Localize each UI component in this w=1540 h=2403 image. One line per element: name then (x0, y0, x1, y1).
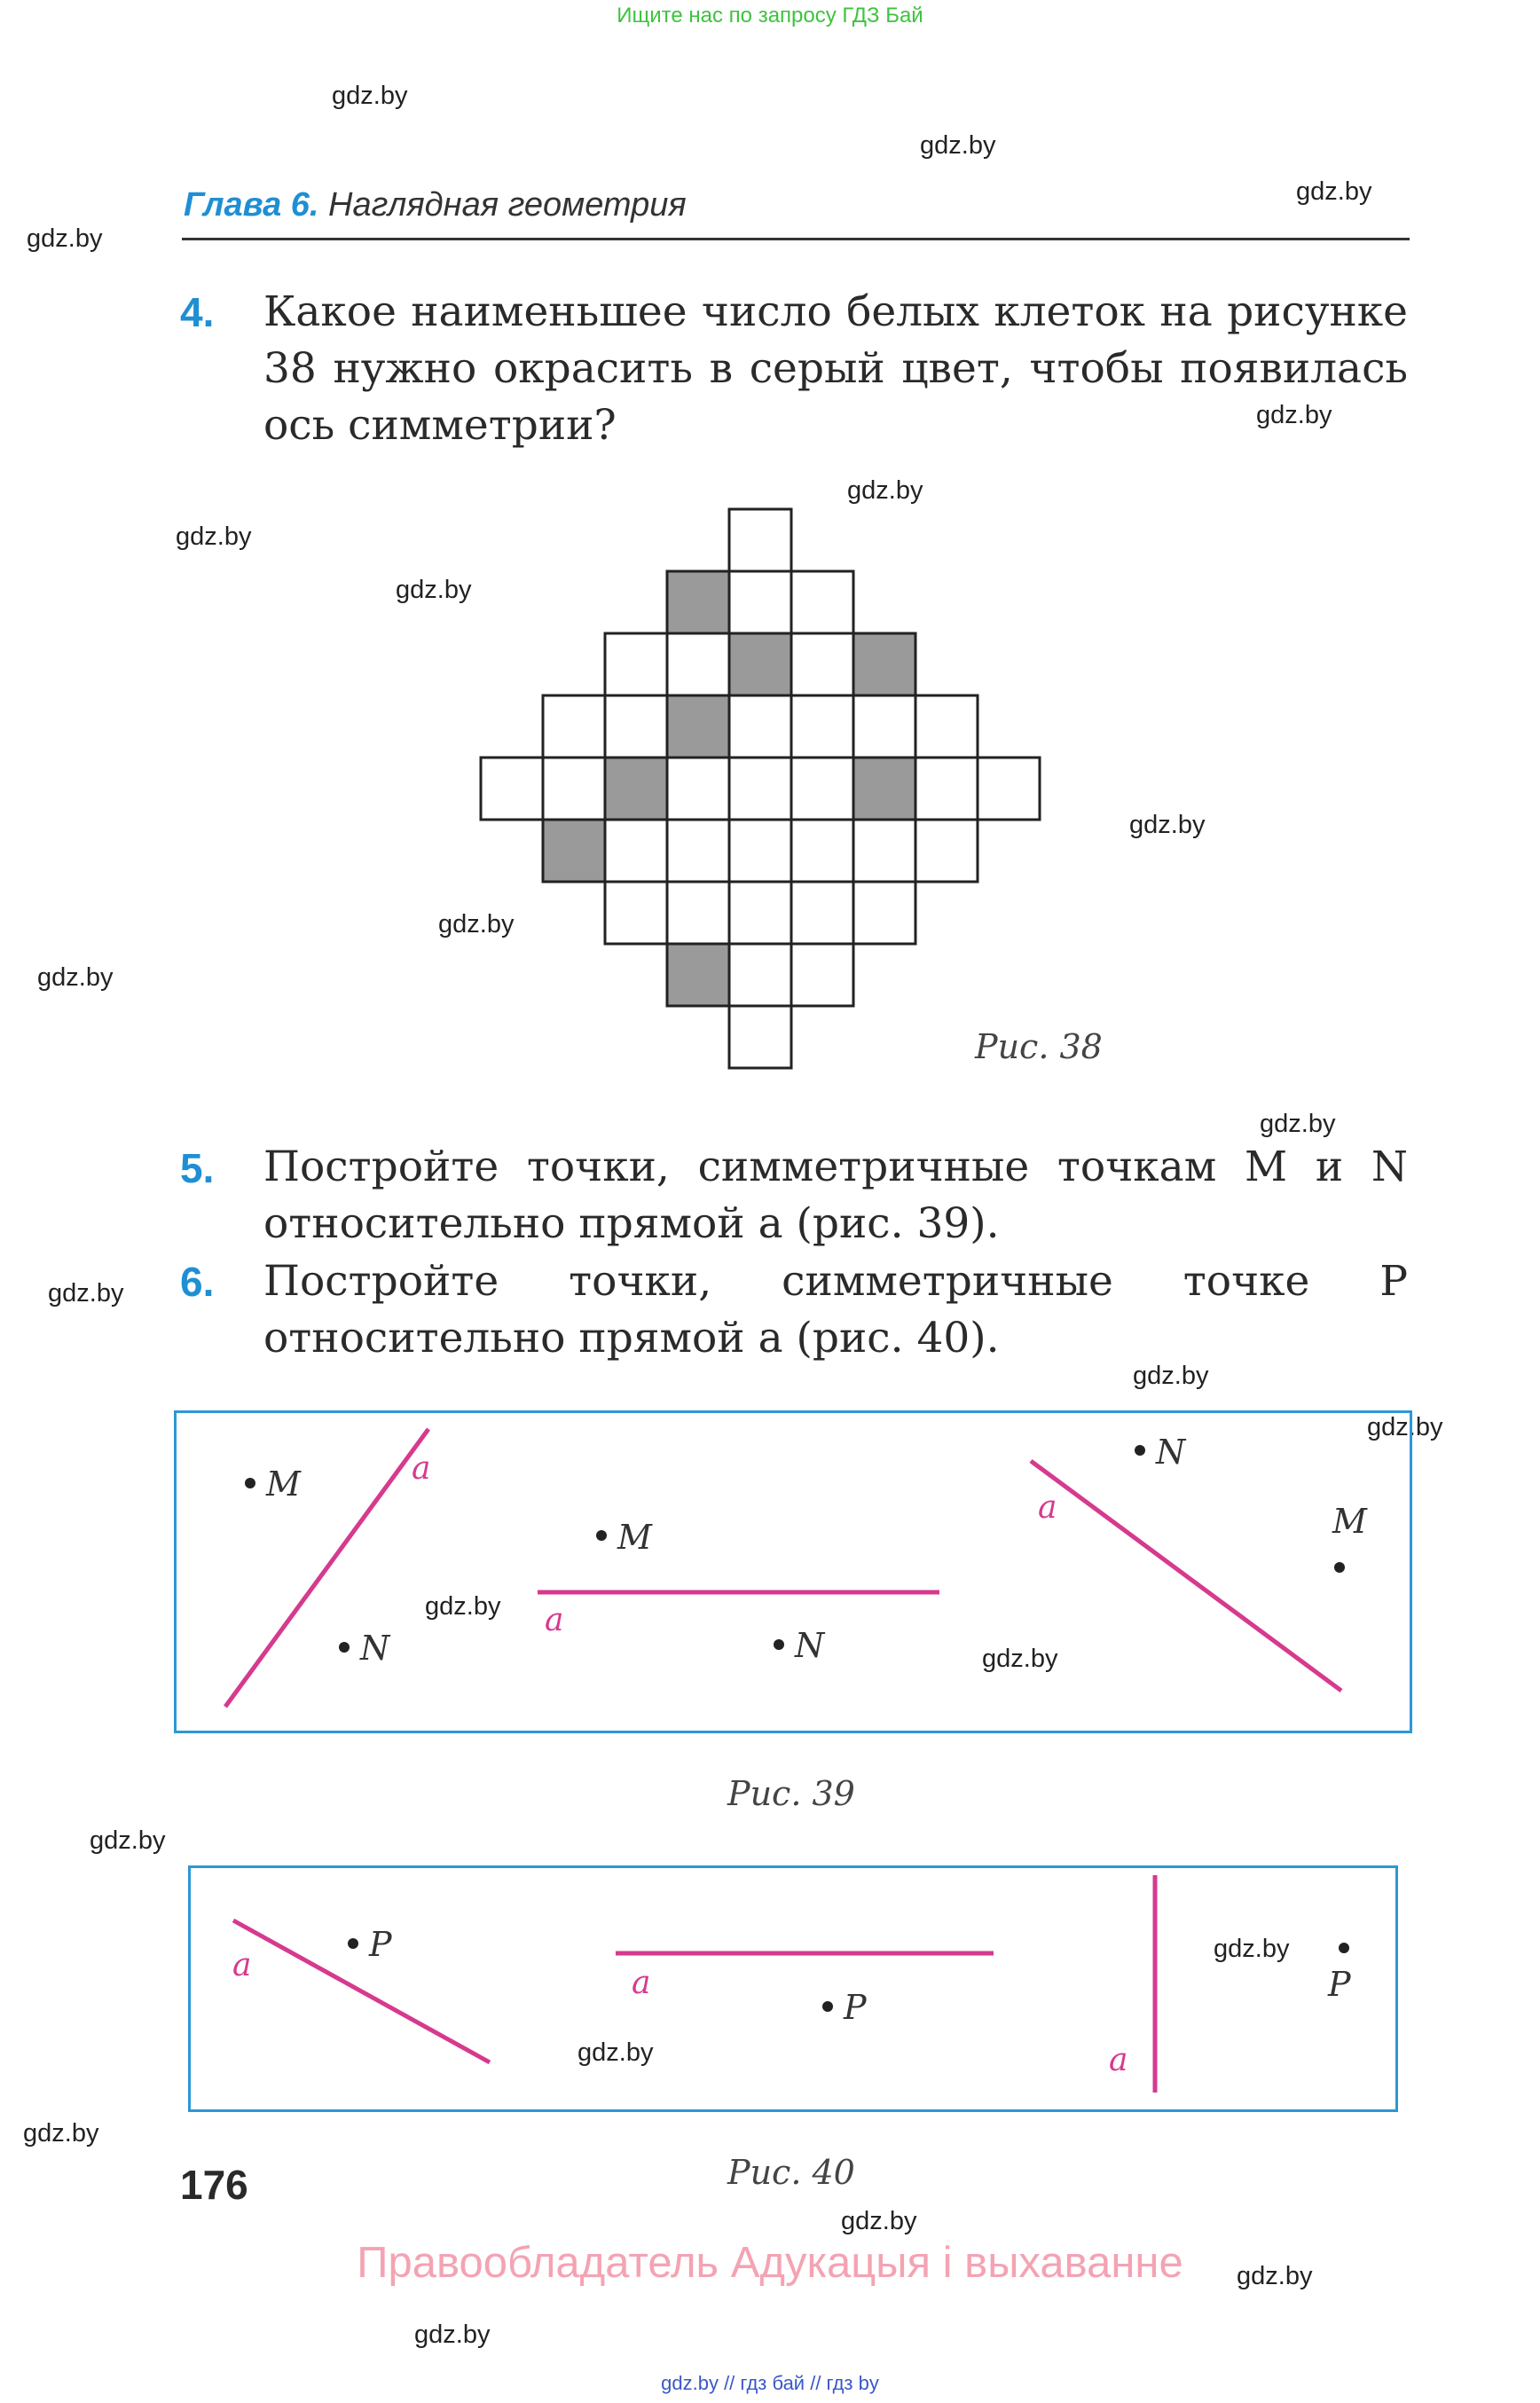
figure-38-grid (479, 507, 1041, 1070)
grid-cell-white (791, 820, 853, 882)
grid-cell-white (481, 758, 543, 820)
watermark: gdz.by (425, 1592, 501, 1621)
watermark: gdz.by (37, 963, 114, 992)
chapter-title: Наглядная геометрия (328, 186, 687, 224)
point-dot (348, 1938, 358, 1949)
watermark: gdz.by (578, 2038, 654, 2067)
grid-cell-white (667, 882, 729, 944)
grid-cell-white (605, 695, 667, 758)
top-banner[interactable]: Ищите нас по запросу ГДЗ Бай (617, 4, 923, 27)
grid-cell-gray (667, 695, 729, 758)
task-text: Постройте точки, симметричные точке P относительно прямой a (рис. 40). (263, 1257, 1408, 1362)
line-label: a (632, 1965, 651, 2001)
grid-cell-gray (853, 633, 915, 695)
line-label: a (412, 1450, 431, 1487)
point-label: M (1332, 1502, 1367, 1541)
grid-cell-white (729, 571, 791, 633)
grid-cell-white (729, 695, 791, 758)
point-label: M (266, 1465, 301, 1504)
watermark: gdz.by (27, 224, 103, 253)
line-label: a (232, 1947, 252, 1983)
figure-38-caption: Рис. 38 (975, 1027, 1103, 1066)
point-label: N (360, 1629, 390, 1668)
watermark: gdz.by (1367, 1413, 1443, 1441)
grid-cell-white (791, 882, 853, 944)
point-label: P (844, 1988, 867, 2027)
grid-cell-white (667, 820, 729, 882)
watermark: gdz.by (920, 131, 996, 160)
watermark: gdz.by (176, 522, 252, 551)
point-dot (1334, 1562, 1345, 1573)
figure-40-caption: Рис. 40 (727, 2153, 855, 2192)
grid-cell-white (791, 571, 853, 633)
grid-cell-white (978, 758, 1040, 820)
line-a (233, 1920, 490, 2062)
point-label: P (1328, 1965, 1351, 2004)
grid-cell-white (915, 758, 978, 820)
watermark: gdz.by (1129, 811, 1206, 839)
grid-cell-gray (543, 820, 605, 882)
header-divider (182, 238, 1410, 240)
page-number: 176 (180, 2162, 248, 2208)
grid-cell-white (729, 509, 791, 571)
line-a (1031, 1461, 1341, 1691)
grid-cell-white (729, 944, 791, 1006)
watermark: gdz.by (332, 82, 408, 110)
chapter-header (184, 186, 687, 224)
grid-cell-gray (667, 944, 729, 1006)
watermark: gdz.by (1133, 1362, 1209, 1390)
grid-cell-white (667, 633, 729, 695)
grid-cell-gray (853, 758, 915, 820)
grid-cell-white (729, 1006, 791, 1068)
point-dot (774, 1639, 784, 1650)
point-label: M (617, 1518, 652, 1557)
point-label: P (369, 1925, 392, 1964)
line-label: a (1038, 1489, 1057, 1526)
watermark: gdz.by (23, 2119, 99, 2148)
grid-cell-white (729, 758, 791, 820)
copyright-watermark: Правообладатель Адукацыя і выхаванне (357, 2239, 1183, 2287)
watermark: gdz.by (414, 2321, 491, 2349)
watermark: gdz.by (1214, 1935, 1290, 1963)
watermark: gdz.by (847, 476, 923, 505)
figure-39 (174, 1410, 1412, 1733)
grid-cell-white (853, 695, 915, 758)
watermark: gdz.by (1296, 177, 1372, 206)
watermark: gdz.by (1237, 2262, 1313, 2290)
grid-cell-white (729, 882, 791, 944)
grid-cell-gray (729, 633, 791, 695)
line-label: a (1109, 2042, 1128, 2078)
point-label: N (1156, 1433, 1186, 1472)
watermark: gdz.by (48, 1279, 124, 1308)
watermark: gdz.by (982, 1645, 1058, 1673)
grid-cell-white (915, 820, 978, 882)
task-number: 4. (180, 289, 215, 335)
point-dot (596, 1530, 607, 1541)
grid-cell-white (853, 820, 915, 882)
task-text: Постройте точки, симметричные точкам M и N относительно прямой a (рис. 39). (263, 1143, 1408, 1248)
figure-40 (188, 1865, 1398, 2112)
figure-frame (190, 1867, 1397, 2111)
point-dot (822, 2001, 833, 2012)
watermark: gdz.by (90, 1826, 166, 1855)
figure-39-caption: Рис. 39 (727, 1774, 855, 1813)
grid-cell-white (791, 633, 853, 695)
grid-cell-white (791, 695, 853, 758)
watermark: gdz.by (1260, 1110, 1336, 1138)
grid-cell-white (729, 820, 791, 882)
chapter-number: Глава 6. (184, 186, 319, 224)
grid-cell-white (605, 820, 667, 882)
grid-cell-gray (605, 758, 667, 820)
task-number: 5. (180, 1145, 215, 1191)
grid-cell-gray (667, 571, 729, 633)
grid-cell-white (791, 944, 853, 1006)
point-label: N (795, 1626, 825, 1665)
bottom-links[interactable]: gdz.by // гдз бай // гдз by (661, 2372, 879, 2394)
watermark: gdz.by (841, 2207, 917, 2235)
grid-cell-white (543, 695, 605, 758)
point-dot (339, 1642, 350, 1653)
grid-cell-white (605, 633, 667, 695)
grid-cell-white (605, 882, 667, 944)
watermark: gdz.by (396, 576, 472, 604)
grid-cell-white (853, 882, 915, 944)
grid-cell-white (667, 758, 729, 820)
task-text: Какое наименьшее число белых клеток на рисунке 38 нужно окрасить в серый цвет, чтобы появилась ось симметрии? (263, 287, 1408, 450)
watermark: gdz.by (1256, 401, 1332, 429)
figure-frame (176, 1412, 1411, 1732)
line-a (225, 1429, 431, 1707)
point-dot (245, 1478, 255, 1488)
point-dot (1339, 1943, 1349, 1953)
grid-cell-white (915, 695, 978, 758)
grid-cell-white (543, 758, 605, 820)
grid-cell-white (791, 758, 853, 820)
point-dot (1135, 1445, 1145, 1456)
watermark: gdz.by (438, 910, 515, 938)
task-number: 6. (180, 1259, 215, 1305)
line-label: a (545, 1602, 564, 1638)
